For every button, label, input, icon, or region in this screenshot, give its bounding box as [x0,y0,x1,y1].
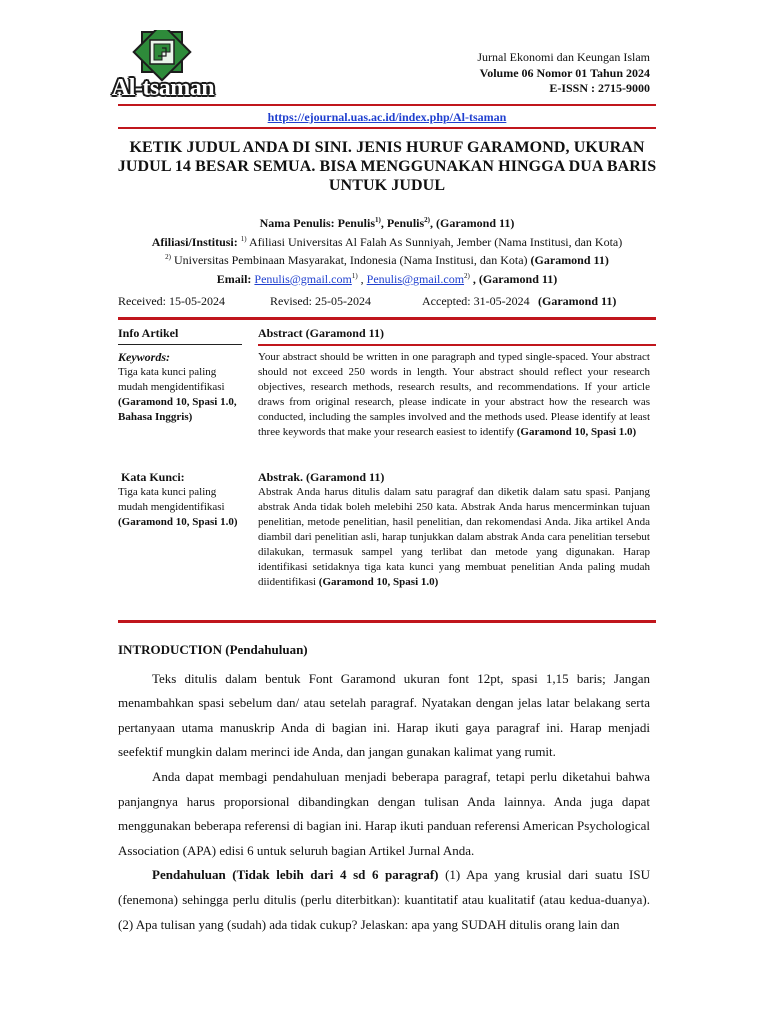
abstract-heading: Abstract (Garamond 11) [258,326,384,340]
abstrak-id-note: (Garamond 10, Spasi 1.0) [318,576,439,588]
abstract-heading-rule [258,344,656,346]
body-paragraph-3-text: (1) Apa yang krusial dari suatu ISU (fenemona) sehingga perlu ditulis (perlu diterbitkan): kuantitatif atau kualitatif (atau kedua-duanya). (2) Apa tulisan yang (sudah) ada tidak cukup? Jelaskan: apa yang SUDAH ditulis orang lain dan [118,867,650,932]
author-sup-2: 2) [424,216,431,224]
affiliation-sup-2: 2) [165,253,171,261]
email-sup-1: 1) [351,271,358,280]
body-paragraph-3 [118,863,650,937]
abstrak-id-text: Abstrak Anda harus ditulis dalam satu paragraf dan diketik dalam satu spasi. Panjang abstrak Anda tidak boleh melebihi 250 kata. Abstrak Anda harus mencerminkan tujuan penelitian, metode penelitian, hasil penelitian, dan rekomendasi Anda. Jika artikel Anda diambil dari penelitian asli, harap tunjukkan dalam abstrak Anda cara penelitian tersebut dilakukan, termasuk sampel yang terlibat dan metode yang digunakan. Harap identifikasi setidaknya tiga kata kunci yang membuat penelitian Anda paling mudah diidentifikasi [258,486,650,588]
affiliation-line-2 [110,250,664,269]
journal-volume: Volume 06 Nomor 01 Tahun 2024 [479,65,650,80]
keywords-note: (Garamond 10, Spasi 1.0, Bahasa Inggris) [118,396,237,423]
logo-wordmark: Al-tsaman [111,75,215,101]
author-name-2: , Penulis [380,216,425,230]
katakunci-block [118,470,248,530]
info-bottom-rule [118,620,656,623]
header-rule [118,104,656,106]
email-link-2[interactable]: Penulis@gmail.com [366,271,465,286]
info-top-rule [118,317,656,320]
journal-issn: E-ISSN : 2715-9000 [549,81,650,95]
abstrak-heading-line [258,470,650,485]
author-names-label: Nama Penulis: Penulis [259,216,375,230]
logo-emblem-icon [134,30,191,80]
intro-heading-note: (Pendahuluan) [225,642,308,657]
email-link-1[interactable]: Penulis@gmail.com [254,271,352,286]
dates-note: (Garamond 11) [538,294,617,308]
keywords-block [118,350,248,425]
katakunci-body: Tiga kata kunci paling mudah mengidentifikasi [118,486,225,513]
author-line [110,213,664,232]
affiliation-sup-1: 1) [240,234,247,243]
body-text [118,638,650,937]
affiliation-2: Universitas Pembinaan Masyarakat, Indonesia (Nama Institusi, dan Kota) [173,253,528,267]
affiliation-line-1 [110,232,664,251]
email-sup-2: 2) [464,271,470,280]
body-paragraph-1: Teks ditulis dalam bentuk Font Garamond ukuran font 12pt, spasi 1,15 baris; Jangan menambahkan spasi sebelum dan/ atau setelah paragraf. Nyatakan dengan jelas latar belakang serta pertanyaan utama manuskrip Anda di bagian ini. Harap ikuti gaya paragraf ini. Harap menjadi seefektif mungkin dalam merinci ide Anda, dan jangan gunakan kalimat yang rumit. [118,670,650,760]
info-heading: Info Artikel [118,326,179,340]
info-heading-rule [118,344,242,345]
intro-heading-text: INTRODUCTION [118,642,223,657]
body-paragraph-2: Anda dapat membagi pendahuluan menjadi beberapa paragraf, tetapi perlu diketahui bahwa panjangnya harus proporsional dibandingkan dengan tulisan Anda lainnya. Anda juga dapat menggunakan beberapa referensi di bagian ini. Harap ikuti panduan referensi American Psychological Association (APA) edisi 6 untuk seluruh bagian Artikel Jurnal Anda. [118,768,650,858]
email-label: Email: [216,271,252,286]
affiliation-label: Afiliasi/Institusi: [151,234,238,249]
email-line: Email: Penulis@gmail.com$^{1)}$ , Penulis@gmail.com$^{2)}$ , (Garamond 11) [216,271,558,286]
abstract-en-note: (Garamond 10, Spasi 1.0) [516,426,637,438]
authors-block [110,213,664,287]
keywords-body: Tiga kata kunci paling mudah mengidentifikasi [118,366,225,393]
received-date: Received: 15-05-2024 [118,294,225,308]
katakunci-note: (Garamond 10, Spasi 1.0) [118,516,238,528]
revised-date: Revised: 25-05-2024 [270,294,371,308]
journal-meta [477,50,650,97]
affiliation-1: Afiliasi Universitas Al Falah As Sunniyah, Jember (Nama Institusi, dan Kota) [248,234,623,249]
author-note: , (Garamond 11) [430,216,515,230]
journal-name: Jurnal Ekonomi dan Keungan Islam [477,50,650,64]
journal-url-line [118,110,656,125]
intro-heading [118,638,650,663]
keywords-title: Keywords: [118,350,170,364]
affiliation-note: (Garamond 11) [530,253,609,267]
abstrak-heading: Abstrak [258,470,301,484]
journal-url-link[interactable]: https://ejournal.uas.ac.id/index.php/Al-tsaman [267,110,507,124]
katakunci-title: Kata Kunci: [121,470,185,484]
abstrak-id [258,470,650,590]
body-paragraph-3-lead: Pendahuluan (Tidak lebih dari 4 sd 6 paragraf) [152,867,439,883]
abstrak-heading-note: . (Garamond 11) [300,470,385,484]
abstract-en [258,350,650,440]
url-rule [118,127,656,129]
paper-title: KETIK JUDUL ANDA DI SINI. JENIS HURUF GARAMOND, UKURAN JUDUL 14 BESAR SEMUA. BISA MENGGUNAKAN HINGGA DUA BARIS UNTUK JUDUL [117,139,657,194]
accepted-date: Accepted: 31-05-2024 [422,294,530,308]
author-sup-1: 1) [374,216,381,224]
abstract-en-text: Your abstract should be written in one paragraph and typed single-spaced. Your abstract should not exceed 250 words in length. Your abstract should reflect your research objectives, research methods, research results, and recommendations. If your article draws from original research, please indicate in your abstract how the research was conducted, including the samples involved and the methods used. Please identify at least three keywords that make your research easiest to identify [258,351,650,438]
email-note: , (Garamond 11) [472,271,558,286]
